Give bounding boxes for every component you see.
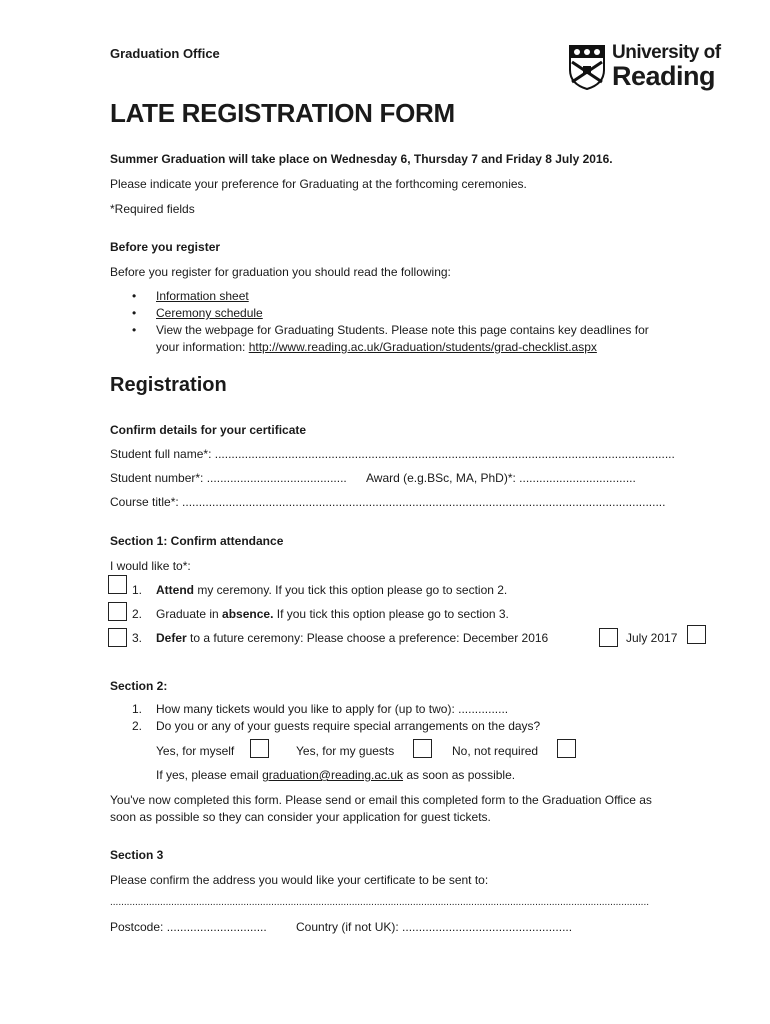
office-name: Graduation Office (110, 46, 220, 61)
ceremony-schedule-link[interactable]: Ceremony schedule (156, 306, 263, 320)
attend-rest: my ceremony. If you tick this option please go to section 2. (194, 583, 508, 597)
grad-checklist-link[interactable]: http://www.reading.ac.uk/Graduation/students/grad-checklist.aspx (248, 340, 597, 354)
email-instruction (156, 768, 515, 782)
arrangements-question: Do you or any of your guests require special arrangements on the days? (156, 719, 541, 733)
graduation-email-link[interactable]: graduation@reading.ac.uk (262, 768, 404, 782)
postcode-field[interactable]: Postcode: .............................. (110, 920, 267, 934)
defer-checkbox[interactable] (108, 628, 127, 647)
student-number-field[interactable]: Student number*: .......................................... (110, 471, 347, 485)
address-prompt: Please confirm the address you would like your certificate to be sent to: (110, 873, 489, 887)
yes-myself-label: Yes, for myself (156, 744, 235, 758)
december-2016-checkbox[interactable] (599, 628, 618, 647)
section2-heading: Section 2: (110, 679, 168, 693)
bullet: • (132, 289, 137, 303)
email-pre: If yes, please email (156, 768, 263, 782)
option-number: 3. (132, 631, 143, 645)
logo-line-2: Reading (612, 61, 716, 91)
absence-pre: Graduate in (156, 607, 223, 621)
absence-checkbox[interactable] (108, 602, 127, 621)
defer-option (156, 631, 548, 645)
no-required-checkbox[interactable] (557, 739, 576, 758)
full-name-field[interactable]: Student full name*: .......................................................................................................................................... (110, 447, 675, 461)
yes-guests-label: Yes, for my guests (296, 744, 395, 758)
completed-text-line1: You've now completed this form. Please send or email this completed form to the Graduation Office as (110, 793, 652, 807)
yes-guests-checkbox[interactable] (413, 739, 432, 758)
absence-rest: If you tick this option please go to section 3. (273, 607, 509, 621)
section3-heading: Section 3 (110, 848, 164, 862)
country-field[interactable]: Country (if not UK): ................................................... (296, 920, 573, 934)
email-post: as soon as possible. (403, 768, 516, 782)
attend-checkbox[interactable] (108, 575, 127, 594)
july-2017-label: July 2017 (626, 631, 678, 645)
attend-option (156, 583, 507, 597)
absence-bold: absence. (222, 607, 274, 621)
section1-intro: I would like to*: (110, 559, 191, 573)
dates-text: Summer Graduation will take place on Wednesday 6, Thursday 7 and Friday 8 July 2016. (110, 152, 613, 166)
question-number: 2. (132, 719, 143, 733)
no-required-label: No, not required (452, 744, 539, 758)
option-number: 1. (132, 583, 143, 597)
question-number: 1. (132, 702, 143, 716)
preference-text: Please indicate your preference for Graduating at the forthcoming ceremonies. (110, 177, 527, 191)
award-field[interactable]: Award (e.g.BSc, MA, PhD)*: ................................... (366, 471, 636, 485)
page-title: LATE REGISTRATION FORM (110, 98, 455, 128)
completed-text-line2: soon as possible so they can consider your application for guest tickets. (110, 810, 491, 824)
defer-rest: to a future ceremony: Please choose a preference: December 2016 (186, 631, 549, 645)
july-2017-checkbox[interactable] (687, 625, 706, 644)
address-field[interactable]: .................................................................................................................................................................................................. (110, 897, 649, 908)
option-number: 2. (132, 607, 143, 621)
registration-heading: Registration (110, 374, 227, 396)
webpage-note-line2 (156, 340, 597, 354)
required-note: *Required fields (110, 202, 195, 216)
before-heading: Before you register (110, 240, 221, 254)
section1-heading: Section 1: Confirm attendance (110, 534, 284, 548)
logo-line-1: University of (612, 42, 721, 63)
bullet: • (132, 323, 137, 337)
information-sheet-link[interactable]: Information sheet (156, 289, 249, 303)
webpage-note: View the webpage for Graduating Students. Please note this page contains key deadlines for (156, 323, 649, 337)
university-crest-icon (568, 44, 606, 90)
absence-option (156, 607, 509, 621)
tickets-question[interactable]: How many tickets would you like to apply for (up to two): ............... (156, 702, 509, 716)
attend-bold: Attend (156, 583, 194, 597)
defer-bold: Defer (156, 631, 187, 645)
confirm-details-heading: Confirm details for your certificate (110, 423, 307, 437)
url-prefix: your information: (156, 340, 249, 354)
yes-myself-checkbox[interactable] (250, 739, 269, 758)
bullet: • (132, 306, 137, 320)
before-text: Before you register for graduation you should read the following: (110, 265, 451, 279)
course-title-field[interactable]: Course title*: ................................................................................................................................................. (110, 495, 666, 509)
